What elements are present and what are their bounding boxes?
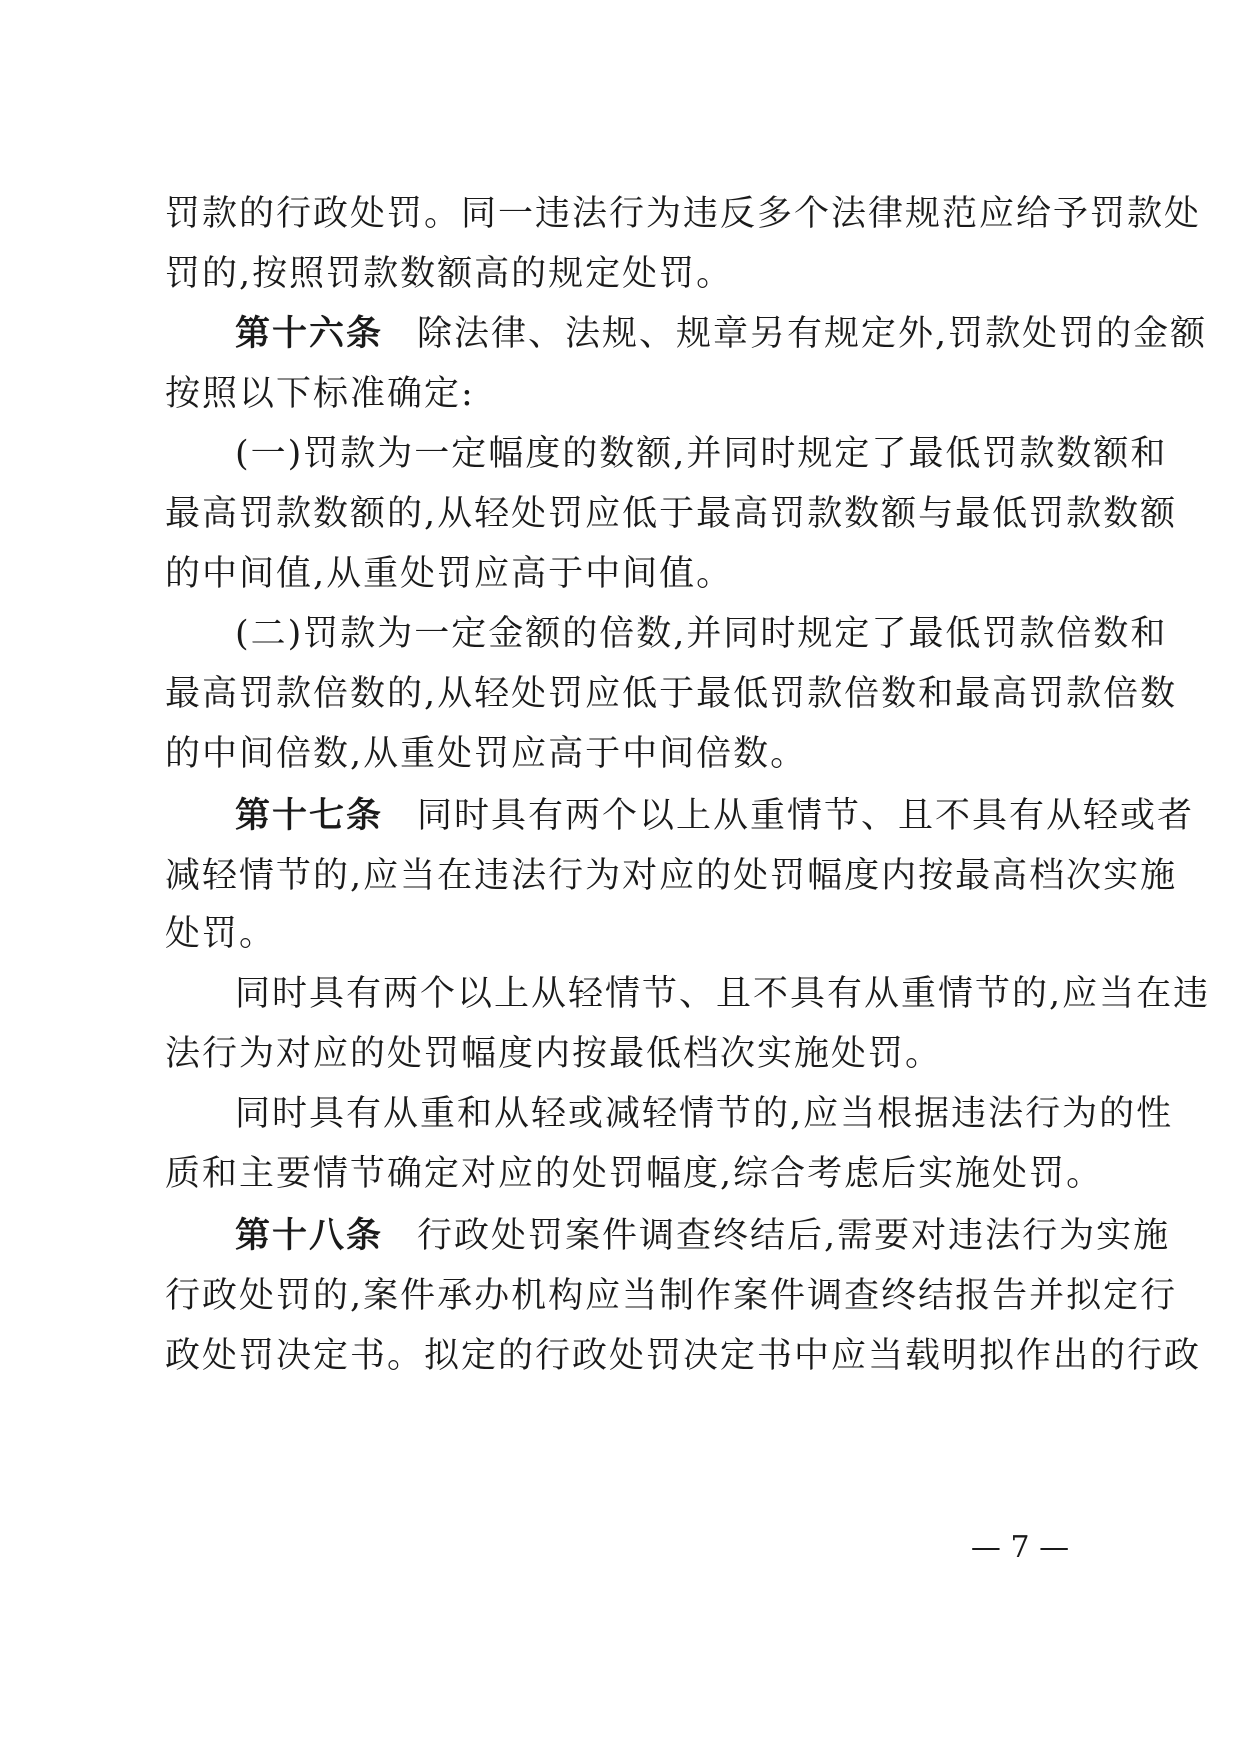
article-16-line	[235, 306, 1208, 362]
text-line: 最高罚款倍数的,从轻处罚应低于最低罚款倍数和最高罚款倍数	[165, 674, 1178, 714]
text-line: 按照以下标准确定:	[165, 374, 475, 414]
text-line: 的中间值,从重处罚应高于中间值。	[165, 554, 734, 594]
text-line: 减轻情节的,应当在违法行为对应的处罚幅度内按最高档次实施	[165, 856, 1178, 896]
article-17-text: 同时具有两个以上从重情节、且不具有从轻或者	[417, 796, 1195, 836]
text-line: 同时具有两个以上从轻情节、且不具有从重情节的,应当在违	[235, 974, 1211, 1014]
page-number: — 7 —	[970, 1530, 1070, 1565]
article-17-line	[235, 788, 1195, 844]
text-line: 最高罚款数额的,从轻处罚应低于最高罚款数额与最低罚款数额	[165, 494, 1178, 534]
text-line: (一)罚款为一定幅度的数额,并同时规定了最低罚款数额和	[235, 434, 1168, 474]
text-line: 法行为对应的处罚幅度内按最低档次实施处罚。	[165, 1034, 943, 1074]
text-line: 行政处罚的,案件承办机构应当制作案件调查终结报告并拟定行	[165, 1276, 1178, 1316]
text-line: 的中间倍数,从重处罚应高于中间倍数。	[165, 734, 808, 774]
text-line: 处罚。	[165, 914, 277, 954]
article-17-heading: 第十七条	[235, 796, 384, 836]
text-line: 罚款的行政处罚。同一违法行为违反多个法律规范应给予罚款处	[165, 194, 1202, 234]
text-line: 罚的,按照罚款数额高的规定处罚。	[165, 254, 734, 294]
article-18-heading: 第十八条	[235, 1216, 384, 1256]
article-18-text: 行政处罚案件调查终结后,需要对违法行为实施	[417, 1216, 1171, 1256]
article-18-line	[235, 1208, 1171, 1264]
text-line: 质和主要情节确定对应的处罚幅度,综合考虑后实施处罚。	[165, 1154, 1104, 1194]
text-line: 政处罚决定书。拟定的行政处罚决定书中应当载明拟作出的行政	[165, 1336, 1202, 1376]
text-line: (二)罚款为一定金额的倍数,并同时规定了最低罚款倍数和	[235, 614, 1168, 654]
text-line: 同时具有从重和从轻或减轻情节的,应当根据违法行为的性	[235, 1094, 1174, 1134]
article-16-text: 除法律、法规、规章另有规定外,罚款处罚的金额	[417, 314, 1208, 354]
article-16-heading: 第十六条	[235, 314, 384, 354]
